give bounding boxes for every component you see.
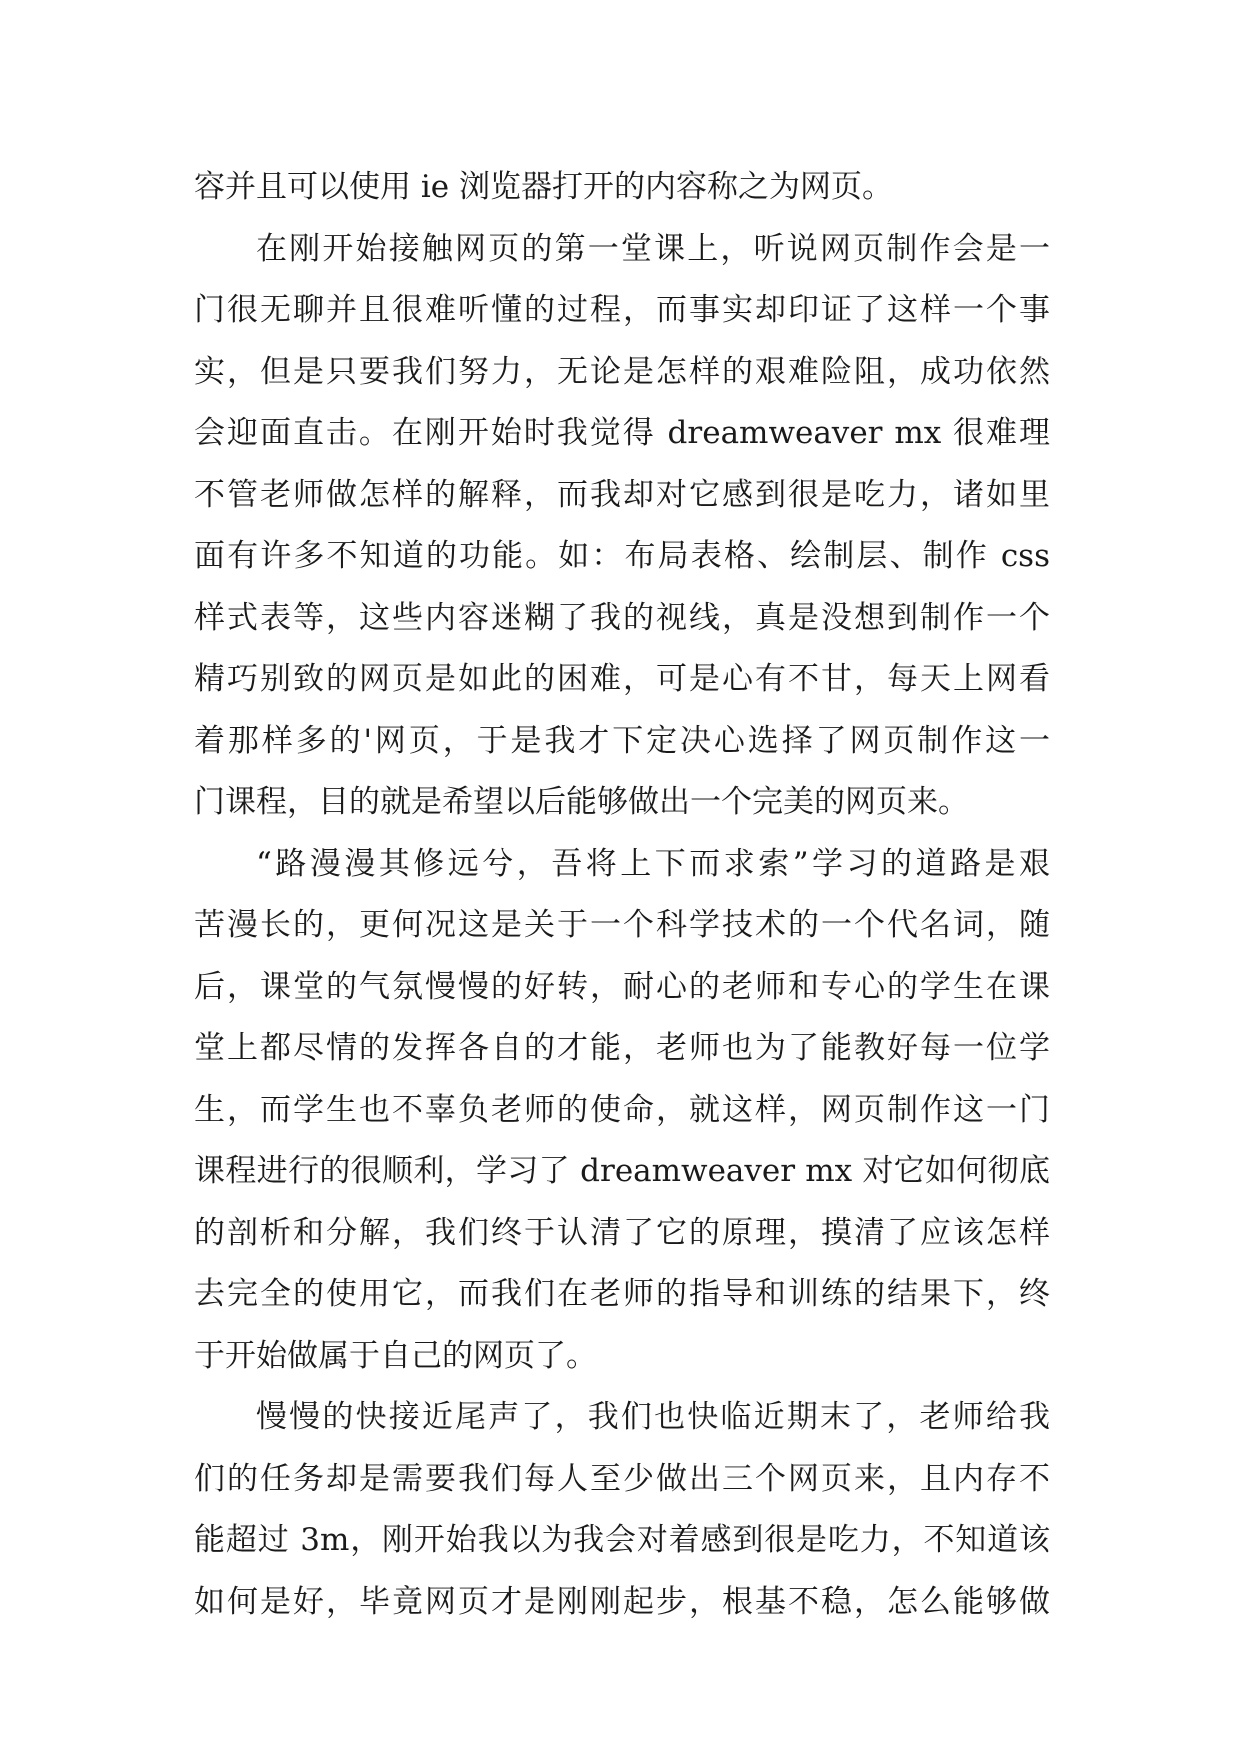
text-line: 能超过 3m，刚开始我以为我会对着感到很是吃力，不知道该 [194,1522,1050,1558]
text-line: 在刚开始接触网页的第一堂课上，听说网页制作会是一 [256,230,1050,267]
text-line: 样式表等，这些内容迷糊了我的视线，真是没想到制作一个 [194,599,1050,636]
text-line: 面有许多不知道的功能。如：布局表格、绘制层、制作 css [194,538,1050,574]
text-line: 门课程，目的就是希望以后能够做出一个完美的网页来。 [194,784,969,820]
text-line: “路漫漫其修远兮，吾将上下而求索”学习的道路是艰 [256,845,1050,882]
text-line: 课程进行的很顺利，学习了 dreamweaver mx 对它如何彻底 [194,1153,1050,1189]
text-line: 的剖析和分解，我们终于认清了它的原理，摸清了应该怎样 [194,1214,1050,1251]
text-line: 如何是好，毕竟网页才是刚刚起步，根基不稳，怎么能够做 [194,1583,1050,1620]
text-line: 于开始做属于自己的网页了。 [194,1337,597,1374]
text-line: 堂上都尽情的发挥各自的才能，老师也为了能教好每一位学 [194,1030,1050,1066]
text-line: 慢慢的快接近尾声了，我们也快临近期末了，老师给我 [256,1399,1050,1435]
text-line: 生，而学生也不辜负老师的使命，就这样，网页制作这一门 [194,1091,1050,1128]
text-line: 着那样多的'网页，于是我才下定决心选择了网页制作这一 [194,722,1050,759]
text-line: 会迎面直击。在刚开始时我觉得 dreamweaver mx 很难理 [194,415,1050,451]
text-line: 们的任务却是需要我们每人至少做出三个网页来，且内存不 [194,1460,1050,1497]
text-line: 精巧别致的网页是如此的困难，可是心有不甘，每天上网看 [194,661,1050,697]
text-line: 门很无聊并且很难听懂的过程，而事实却印证了这样一个事 [194,292,1050,328]
text-line: 容并且可以使用 ie 浏览器打开的内容称之为网页。 [194,169,893,205]
text-line: 去完全的使用它，而我们在老师的指导和训练的结果下，终 [194,1276,1050,1312]
text-line: 不管老师做怎样的解释，而我却对它感到很是吃力，诸如里 [194,476,1050,513]
text-line: 实，但是只要我们努力，无论是怎样的艰难险阻，成功依然 [194,353,1050,390]
text-line: 后，课堂的气氛慢慢的好转，耐心的老师和专心的学生在课 [194,968,1050,1005]
text-line: 苦漫长的，更何况这是关于一个科学技术的一个代名词，随 [194,907,1050,943]
body-text [194,157,1050,1633]
